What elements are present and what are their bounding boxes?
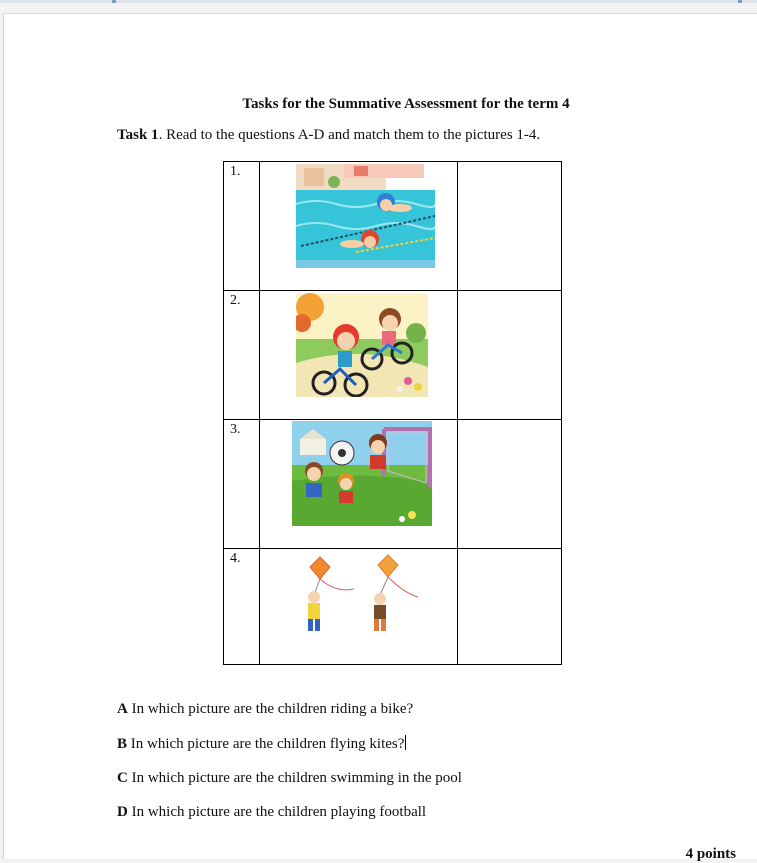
answer-cell[interactable] [458, 420, 562, 549]
picture-cell [260, 549, 458, 665]
picture-cell [260, 420, 458, 549]
question-letter: D [117, 804, 128, 820]
picture-cell [260, 162, 458, 291]
page-title: Tasks for the Summative Assessment for the term 4 [242, 96, 570, 112]
question-letter: C [117, 770, 128, 786]
row-number-cell [224, 162, 260, 291]
question-text: In which picture are the children flying kites? [127, 736, 405, 752]
row-number: 4. [230, 551, 241, 566]
row-number: 1. [230, 164, 241, 179]
riding-bike-picture [296, 293, 428, 397]
table-row [224, 162, 562, 291]
question-text: In which picture are the children riding a bike? [127, 701, 414, 717]
swimming-picture [296, 164, 435, 268]
answer-cell[interactable] [458, 549, 562, 665]
matching-table [223, 161, 562, 665]
row-number: 2. [230, 293, 241, 308]
question-a [117, 701, 413, 718]
ruler-strip [0, 0, 757, 3]
question-letter: A [117, 701, 128, 717]
text-cursor [405, 735, 406, 750]
row-number-cell [224, 291, 260, 420]
task-label: Task 1 [117, 127, 159, 143]
answer-cell[interactable] [458, 162, 562, 291]
question-d [117, 804, 426, 821]
answer-cell[interactable] [458, 291, 562, 420]
question-text: In which picture are the children swimming in the pool [127, 770, 462, 786]
question-b [117, 735, 406, 753]
row-number-cell [224, 549, 260, 665]
question-letter: B [117, 736, 128, 752]
kites-picture [296, 553, 436, 637]
football-picture [292, 421, 432, 526]
document-page[interactable] [3, 13, 757, 862]
row-number-cell [224, 420, 260, 549]
row-number: 3. [230, 422, 241, 437]
question-c [117, 770, 462, 787]
table-row [224, 549, 562, 665]
picture-cell [260, 291, 458, 420]
table-row [224, 420, 562, 549]
ruler-marker[interactable] [112, 0, 116, 3]
task-instruction-text: . Read to the questions A-D and match them to the pictures 1-4. [158, 127, 541, 143]
ruler-marker[interactable] [738, 0, 742, 3]
table-row [224, 291, 562, 420]
question-text: In which picture are the children playing football [127, 804, 427, 820]
task-instruction [117, 127, 540, 144]
points-label: 4 points [685, 846, 736, 862]
